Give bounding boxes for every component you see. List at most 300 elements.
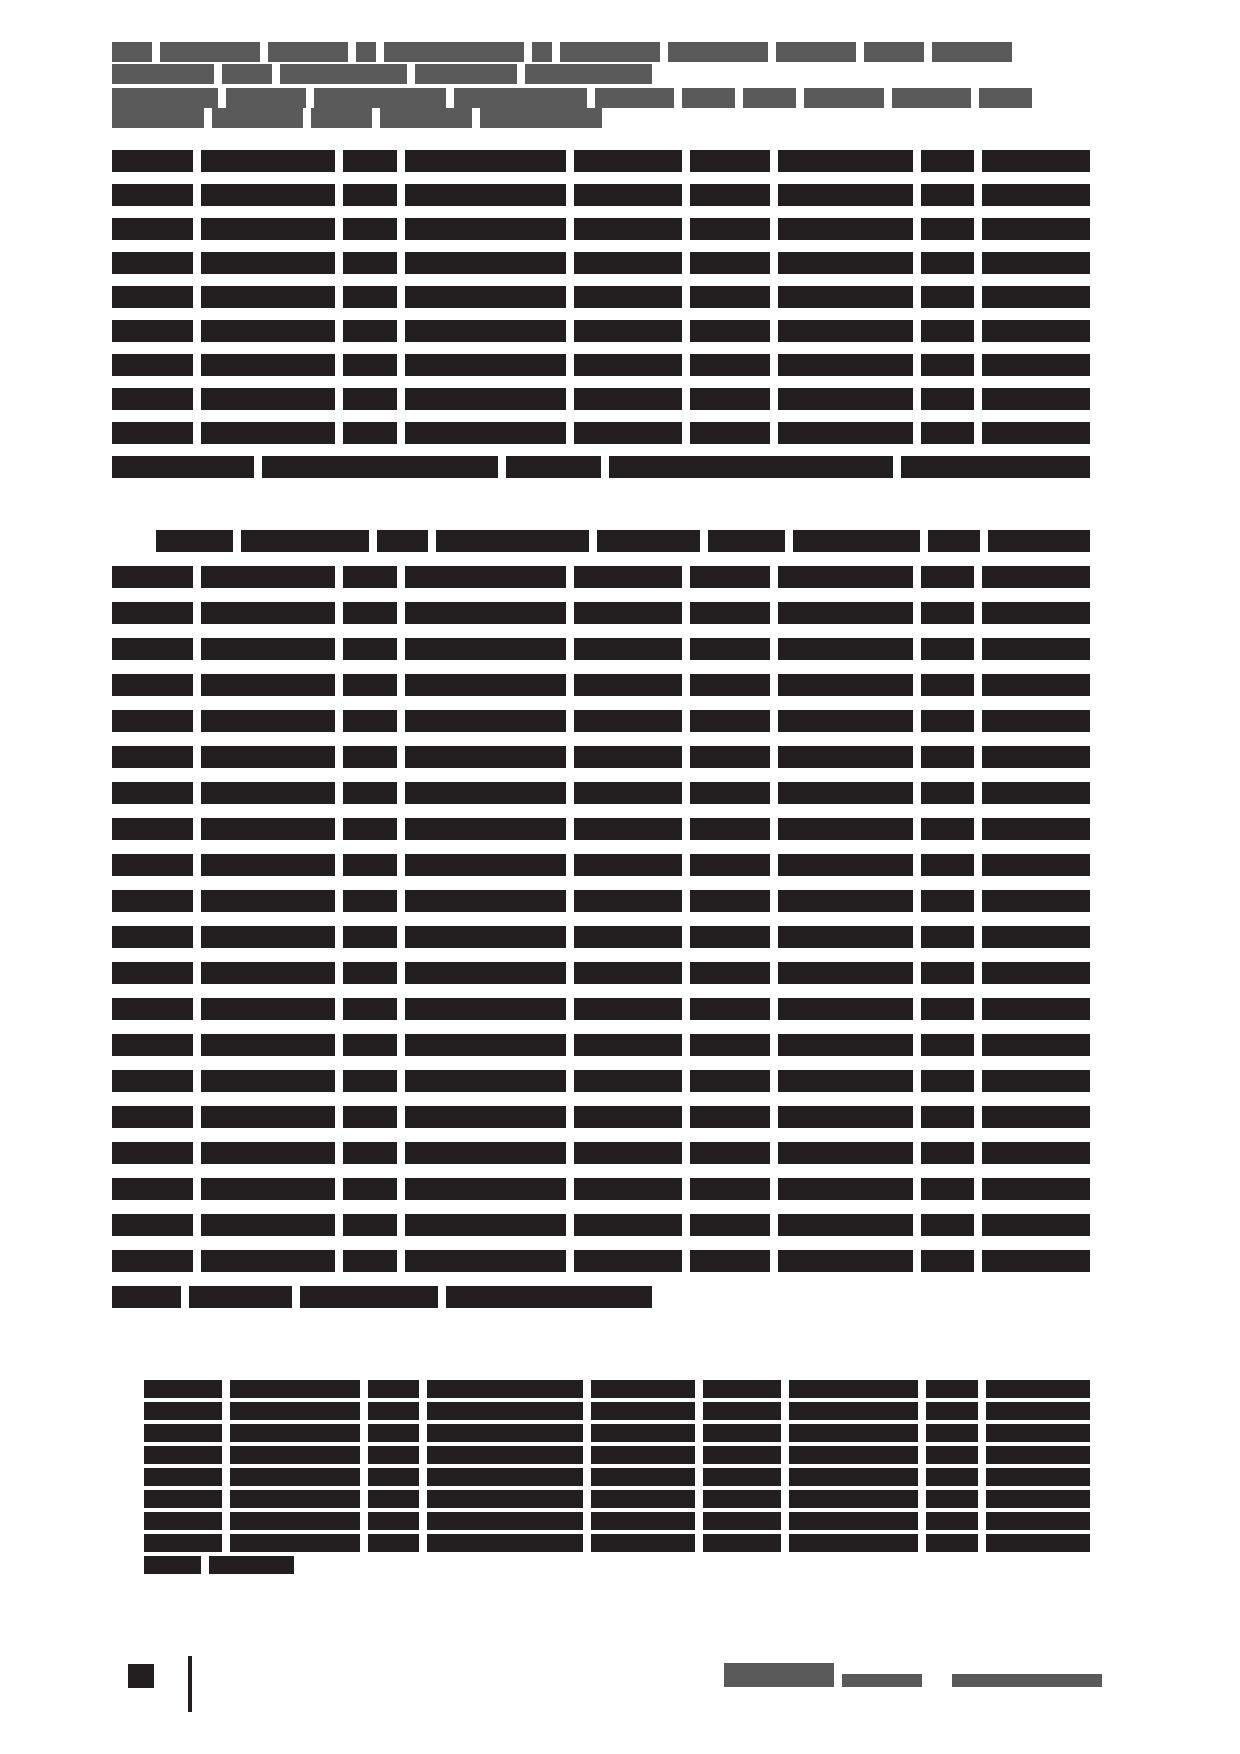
body-line: [112, 890, 1090, 912]
redaction-block: [982, 782, 1090, 804]
redaction-block: [112, 926, 193, 948]
redaction-block: [343, 566, 397, 588]
redaction-block: [300, 1286, 438, 1308]
body-line: [112, 184, 1090, 206]
redaction-block: [778, 422, 912, 444]
redaction-block: [405, 150, 566, 172]
redaction-block: [921, 388, 975, 410]
redaction-block: [574, 854, 682, 876]
redaction-block: [574, 926, 682, 948]
redaction-block: [222, 64, 273, 84]
redaction-block: [789, 1424, 919, 1442]
redaction-block: [368, 1468, 420, 1486]
redaction-block: [343, 1178, 397, 1200]
redaction-block: [778, 926, 912, 948]
footnote-line: [144, 1446, 1090, 1468]
redaction-block: [778, 354, 912, 376]
redaction-block: [144, 1468, 222, 1486]
redaction-block: [690, 1034, 771, 1056]
redaction-block: [112, 602, 193, 624]
redaction-block: [209, 1556, 294, 1574]
redaction-block: [201, 782, 335, 804]
header-line: [112, 88, 1032, 108]
redaction-block: [574, 422, 682, 444]
redaction-block: [574, 782, 682, 804]
redaction-block: [690, 1214, 771, 1236]
header-line: [112, 42, 1012, 62]
body-line: [112, 1070, 1090, 1092]
redaction-block: [156, 530, 233, 552]
redaction-block: [201, 422, 335, 444]
redaction-block: [405, 388, 566, 410]
redaction-block: [405, 252, 566, 274]
body-line: [112, 1142, 1090, 1164]
footnote-line: [144, 1512, 1090, 1534]
redaction-block: [591, 1468, 695, 1486]
redaction-block: [343, 638, 397, 660]
redaction-block: [112, 1142, 193, 1164]
redaction-block: [280, 64, 407, 84]
redaction-block: [144, 1446, 222, 1464]
redaction-block: [690, 890, 771, 912]
redaction-block: [405, 1178, 566, 1200]
redaction-block: [743, 88, 796, 108]
redaction-block: [380, 108, 472, 128]
redaction-block: [690, 674, 771, 696]
redaction-block: [703, 1424, 781, 1442]
redaction-block: [574, 638, 682, 660]
redaction-block: [982, 710, 1090, 732]
redaction-block: [982, 320, 1090, 342]
redaction-block: [112, 638, 193, 660]
redaction-block: [921, 746, 975, 768]
redaction-block: [427, 1512, 583, 1530]
redaction-block: [690, 184, 771, 206]
redaction-block: [405, 890, 566, 912]
redaction-block: [789, 1446, 919, 1464]
redaction-block: [574, 218, 682, 240]
redaction-block: [112, 388, 193, 410]
redaction-block: [343, 746, 397, 768]
redaction-block: [982, 998, 1090, 1020]
redaction-block: [112, 354, 193, 376]
redaction-block: [982, 354, 1090, 376]
redaction-block: [314, 88, 447, 108]
redaction-block: [982, 818, 1090, 840]
redaction-block: [427, 1424, 583, 1442]
footnote-line: [144, 1556, 294, 1578]
redaction-block: [343, 1106, 397, 1128]
redaction-block: [230, 1424, 360, 1442]
footnote-line: [144, 1402, 1090, 1424]
redaction-block: [778, 818, 912, 840]
redaction-block: [112, 1250, 193, 1272]
redaction-block: [591, 1402, 695, 1420]
redaction-block: [405, 782, 566, 804]
redaction-block: [926, 1402, 978, 1420]
redaction-block: [921, 854, 975, 876]
redaction-block: [921, 252, 975, 274]
redaction-block: [778, 890, 912, 912]
redaction-block: [230, 1446, 360, 1464]
redaction-block: [377, 530, 428, 552]
redaction-block: [201, 710, 335, 732]
redaction-block: [343, 1070, 397, 1092]
redaction-block: [591, 1512, 695, 1530]
redaction-block: [144, 1556, 201, 1574]
redaction-block: [921, 782, 975, 804]
redaction-block: [778, 962, 912, 984]
redaction-block: [778, 1214, 912, 1236]
redaction-block: [986, 1402, 1090, 1420]
redaction-block: [112, 674, 193, 696]
redaction-block: [982, 218, 1090, 240]
journal-subtitle-redacted-2: [952, 1674, 1102, 1687]
redaction-block: [427, 1534, 583, 1552]
redaction-block: [789, 1512, 919, 1530]
redaction-block: [921, 890, 975, 912]
footer-vertical-rule: [188, 1656, 192, 1712]
redaction-block: [982, 252, 1090, 274]
footnote-line: [144, 1490, 1090, 1512]
redaction-block: [405, 286, 566, 308]
redaction-block: [574, 674, 682, 696]
redaction-block: [574, 998, 682, 1020]
redaction-block: [778, 252, 912, 274]
redaction-block: [926, 1424, 978, 1442]
redaction-block: [921, 674, 975, 696]
redaction-block: [144, 1380, 222, 1398]
redaction-block: [230, 1468, 360, 1486]
redaction-block: [703, 1468, 781, 1486]
redaction-block: [574, 150, 682, 172]
redaction-block: [144, 1402, 222, 1420]
redaction-block: [343, 1250, 397, 1272]
redaction-block: [982, 1070, 1090, 1092]
redaction-block: [982, 746, 1090, 768]
redaction-block: [921, 926, 975, 948]
redaction-block: [778, 1178, 912, 1200]
redaction-block: [405, 1250, 566, 1272]
redaction-block: [506, 456, 601, 478]
redaction-block: [201, 1070, 335, 1092]
redaction-block: [574, 818, 682, 840]
redaction-block: [230, 1490, 360, 1508]
redaction-block: [343, 1142, 397, 1164]
redaction-block: [986, 1380, 1090, 1398]
redaction-block: [778, 782, 912, 804]
body-line: [112, 320, 1090, 342]
redaction-block: [690, 782, 771, 804]
redaction-block: [201, 184, 335, 206]
redaction-block: [690, 1250, 771, 1272]
redaction-block: [986, 1490, 1090, 1508]
redaction-block: [921, 1070, 975, 1092]
redaction-block: [778, 388, 912, 410]
redaction-block: [112, 218, 193, 240]
redaction-block: [343, 1034, 397, 1056]
body-line: [112, 638, 1090, 660]
redaction-block: [311, 108, 372, 128]
redaction-block: [926, 1446, 978, 1464]
redaction-block: [921, 150, 975, 172]
redaction-block: [405, 1034, 566, 1056]
redaction-block: [436, 530, 590, 552]
body-line: [112, 1178, 1090, 1200]
body-line: [112, 218, 1090, 240]
redaction-block: [574, 602, 682, 624]
body-line: [156, 530, 1090, 552]
redaction-block: [690, 710, 771, 732]
redaction-block: [690, 354, 771, 376]
body-line: [112, 818, 1090, 840]
redaction-block: [778, 1070, 912, 1092]
redaction-block: [343, 818, 397, 840]
redaction-block: [789, 1490, 919, 1508]
redaction-block: [201, 746, 335, 768]
redaction-block: [112, 1178, 193, 1200]
redaction-block: [776, 42, 856, 62]
redaction-block: [405, 710, 566, 732]
redaction-block: [112, 1106, 193, 1128]
redaction-block: [368, 1446, 420, 1464]
redaction-block: [144, 1512, 222, 1530]
journal-title-redacted: [724, 1663, 834, 1687]
redaction-block: [405, 354, 566, 376]
redaction-block: [112, 746, 193, 768]
redaction-block: [201, 1214, 335, 1236]
redaction-block: [703, 1534, 781, 1552]
redaction-block: [112, 782, 193, 804]
redaction-block: [112, 962, 193, 984]
body-line: [112, 746, 1090, 768]
redaction-block: [201, 998, 335, 1020]
redaction-block: [201, 674, 335, 696]
redaction-block: [982, 1178, 1090, 1200]
redaction-block: [690, 1070, 771, 1092]
body-line: [112, 602, 1090, 624]
redaction-block: [982, 602, 1090, 624]
redaction-block: [778, 854, 912, 876]
redaction-block: [201, 1178, 335, 1200]
redaction-block: [921, 1034, 975, 1056]
body-line: [112, 150, 1090, 172]
body-line: [112, 388, 1090, 410]
body-line: [112, 1286, 652, 1308]
redaction-block: [921, 818, 975, 840]
redaction-block: [574, 710, 682, 732]
redaction-block: [574, 566, 682, 588]
redaction-block: [144, 1490, 222, 1508]
redaction-block: [405, 602, 566, 624]
redaction-block: [212, 108, 304, 128]
redaction-block: [201, 818, 335, 840]
redaction-block: [789, 1402, 919, 1420]
redaction-block: [574, 286, 682, 308]
body-line: [112, 456, 1090, 478]
redaction-block: [778, 184, 912, 206]
redaction-block: [356, 42, 376, 62]
redaction-block: [343, 150, 397, 172]
redaction-block: [446, 1286, 652, 1308]
redaction-block: [112, 1286, 181, 1308]
redaction-block: [405, 926, 566, 948]
redaction-block: [778, 710, 912, 732]
page-number-redacted: [128, 1664, 154, 1688]
body-line: [112, 962, 1090, 984]
redaction-block: [690, 638, 771, 660]
redaction-block: [405, 422, 566, 444]
redaction-block: [778, 566, 912, 588]
footnote-line: [144, 1424, 1090, 1446]
redaction-block: [668, 42, 768, 62]
body-line: [112, 252, 1090, 274]
redaction-block: [405, 1106, 566, 1128]
redaction-block: [921, 1178, 975, 1200]
redaction-block: [703, 1402, 781, 1420]
redaction-block: [778, 286, 912, 308]
redaction-block: [343, 320, 397, 342]
redaction-block: [982, 1034, 1090, 1056]
redaction-block: [405, 320, 566, 342]
redaction-block: [986, 1512, 1090, 1530]
redaction-block: [201, 890, 335, 912]
footnote-line: [144, 1380, 1090, 1402]
redaction-block: [112, 286, 193, 308]
redaction-block: [343, 218, 397, 240]
redaction-block: [574, 746, 682, 768]
redaction-block: [982, 286, 1090, 308]
body-line: [112, 710, 1090, 732]
redaction-block: [703, 1380, 781, 1398]
redaction-block: [427, 1468, 583, 1486]
redaction-block: [682, 88, 735, 108]
redaction-block: [591, 1424, 695, 1442]
redaction-block: [112, 818, 193, 840]
redaction-block: [368, 1424, 420, 1442]
redaction-block: [405, 1214, 566, 1236]
redaction-block: [368, 1512, 420, 1530]
body-line: [112, 422, 1090, 444]
redaction-block: [574, 354, 682, 376]
redaction-block: [226, 88, 306, 108]
redaction-block: [690, 150, 771, 172]
redaction-block: [427, 1446, 583, 1464]
redaction-block: [112, 1070, 193, 1092]
redaction-block: [112, 108, 204, 128]
redaction-block: [201, 962, 335, 984]
redaction-block: [982, 150, 1090, 172]
redaction-block: [982, 962, 1090, 984]
redaction-block: [690, 422, 771, 444]
redaction-block: [988, 530, 1090, 552]
redaction-block: [574, 890, 682, 912]
redaction-block: [793, 530, 921, 552]
redaction-block: [574, 1034, 682, 1056]
redaction-block: [921, 218, 975, 240]
redaction-block: [703, 1446, 781, 1464]
redaction-block: [112, 422, 193, 444]
redaction-block: [778, 1142, 912, 1164]
redaction-block: [921, 998, 975, 1020]
redaction-block: [574, 252, 682, 274]
redaction-block: [926, 1490, 978, 1508]
redaction-block: [405, 566, 566, 588]
redaction-block: [574, 388, 682, 410]
redaction-block: [690, 818, 771, 840]
redaction-block: [921, 184, 975, 206]
redaction-block: [921, 962, 975, 984]
redaction-block: [201, 388, 335, 410]
redaction-block: [343, 998, 397, 1020]
redaction-block: [405, 218, 566, 240]
redaction-block: [703, 1512, 781, 1530]
redaction-block: [368, 1380, 420, 1398]
redaction-block: [427, 1380, 583, 1398]
redaction-block: [778, 218, 912, 240]
redaction-block: [595, 88, 675, 108]
redaction-block: [427, 1402, 583, 1420]
header-line: [112, 64, 652, 84]
redaction-block: [921, 638, 975, 660]
redaction-block: [405, 1142, 566, 1164]
redaction-block: [230, 1512, 360, 1530]
redaction-block: [982, 890, 1090, 912]
body-line: [112, 1250, 1090, 1272]
redaction-block: [405, 854, 566, 876]
redaction-block: [982, 1250, 1090, 1272]
redaction-block: [268, 42, 348, 62]
redaction-block: [201, 1250, 335, 1272]
redaction-block: [690, 926, 771, 948]
redaction-block: [201, 566, 335, 588]
redaction-block: [778, 1250, 912, 1272]
redaction-block: [982, 1142, 1090, 1164]
redaction-block: [201, 252, 335, 274]
redaction-block: [343, 252, 397, 274]
redaction-block: [405, 674, 566, 696]
redaction-block: [343, 854, 397, 876]
redaction-block: [591, 1380, 695, 1398]
redaction-block: [982, 388, 1090, 410]
redaction-block: [982, 854, 1090, 876]
redaction-block: [343, 782, 397, 804]
redaction-block: [574, 184, 682, 206]
redaction-block: [343, 890, 397, 912]
body-line: [112, 782, 1090, 804]
redaction-block: [427, 1490, 583, 1508]
redaction-block: [690, 286, 771, 308]
redaction-block: [201, 218, 335, 240]
redaction-block: [480, 108, 602, 128]
redaction-block: [982, 422, 1090, 444]
redaction-block: [690, 962, 771, 984]
redaction-block: [201, 1034, 335, 1056]
redaction-block: [708, 530, 785, 552]
footnote-line: [144, 1534, 1090, 1556]
redaction-block: [160, 42, 260, 62]
redaction-block: [368, 1490, 420, 1508]
redaction-block: [778, 998, 912, 1020]
redaction-block: [986, 1534, 1090, 1552]
body-line: [112, 1106, 1090, 1128]
redaction-block: [405, 962, 566, 984]
footnote-line: [144, 1468, 1090, 1490]
body-line: [112, 566, 1090, 588]
redaction-block: [343, 674, 397, 696]
redaction-block: [525, 64, 652, 84]
journal-subtitle-redacted: [842, 1674, 922, 1687]
